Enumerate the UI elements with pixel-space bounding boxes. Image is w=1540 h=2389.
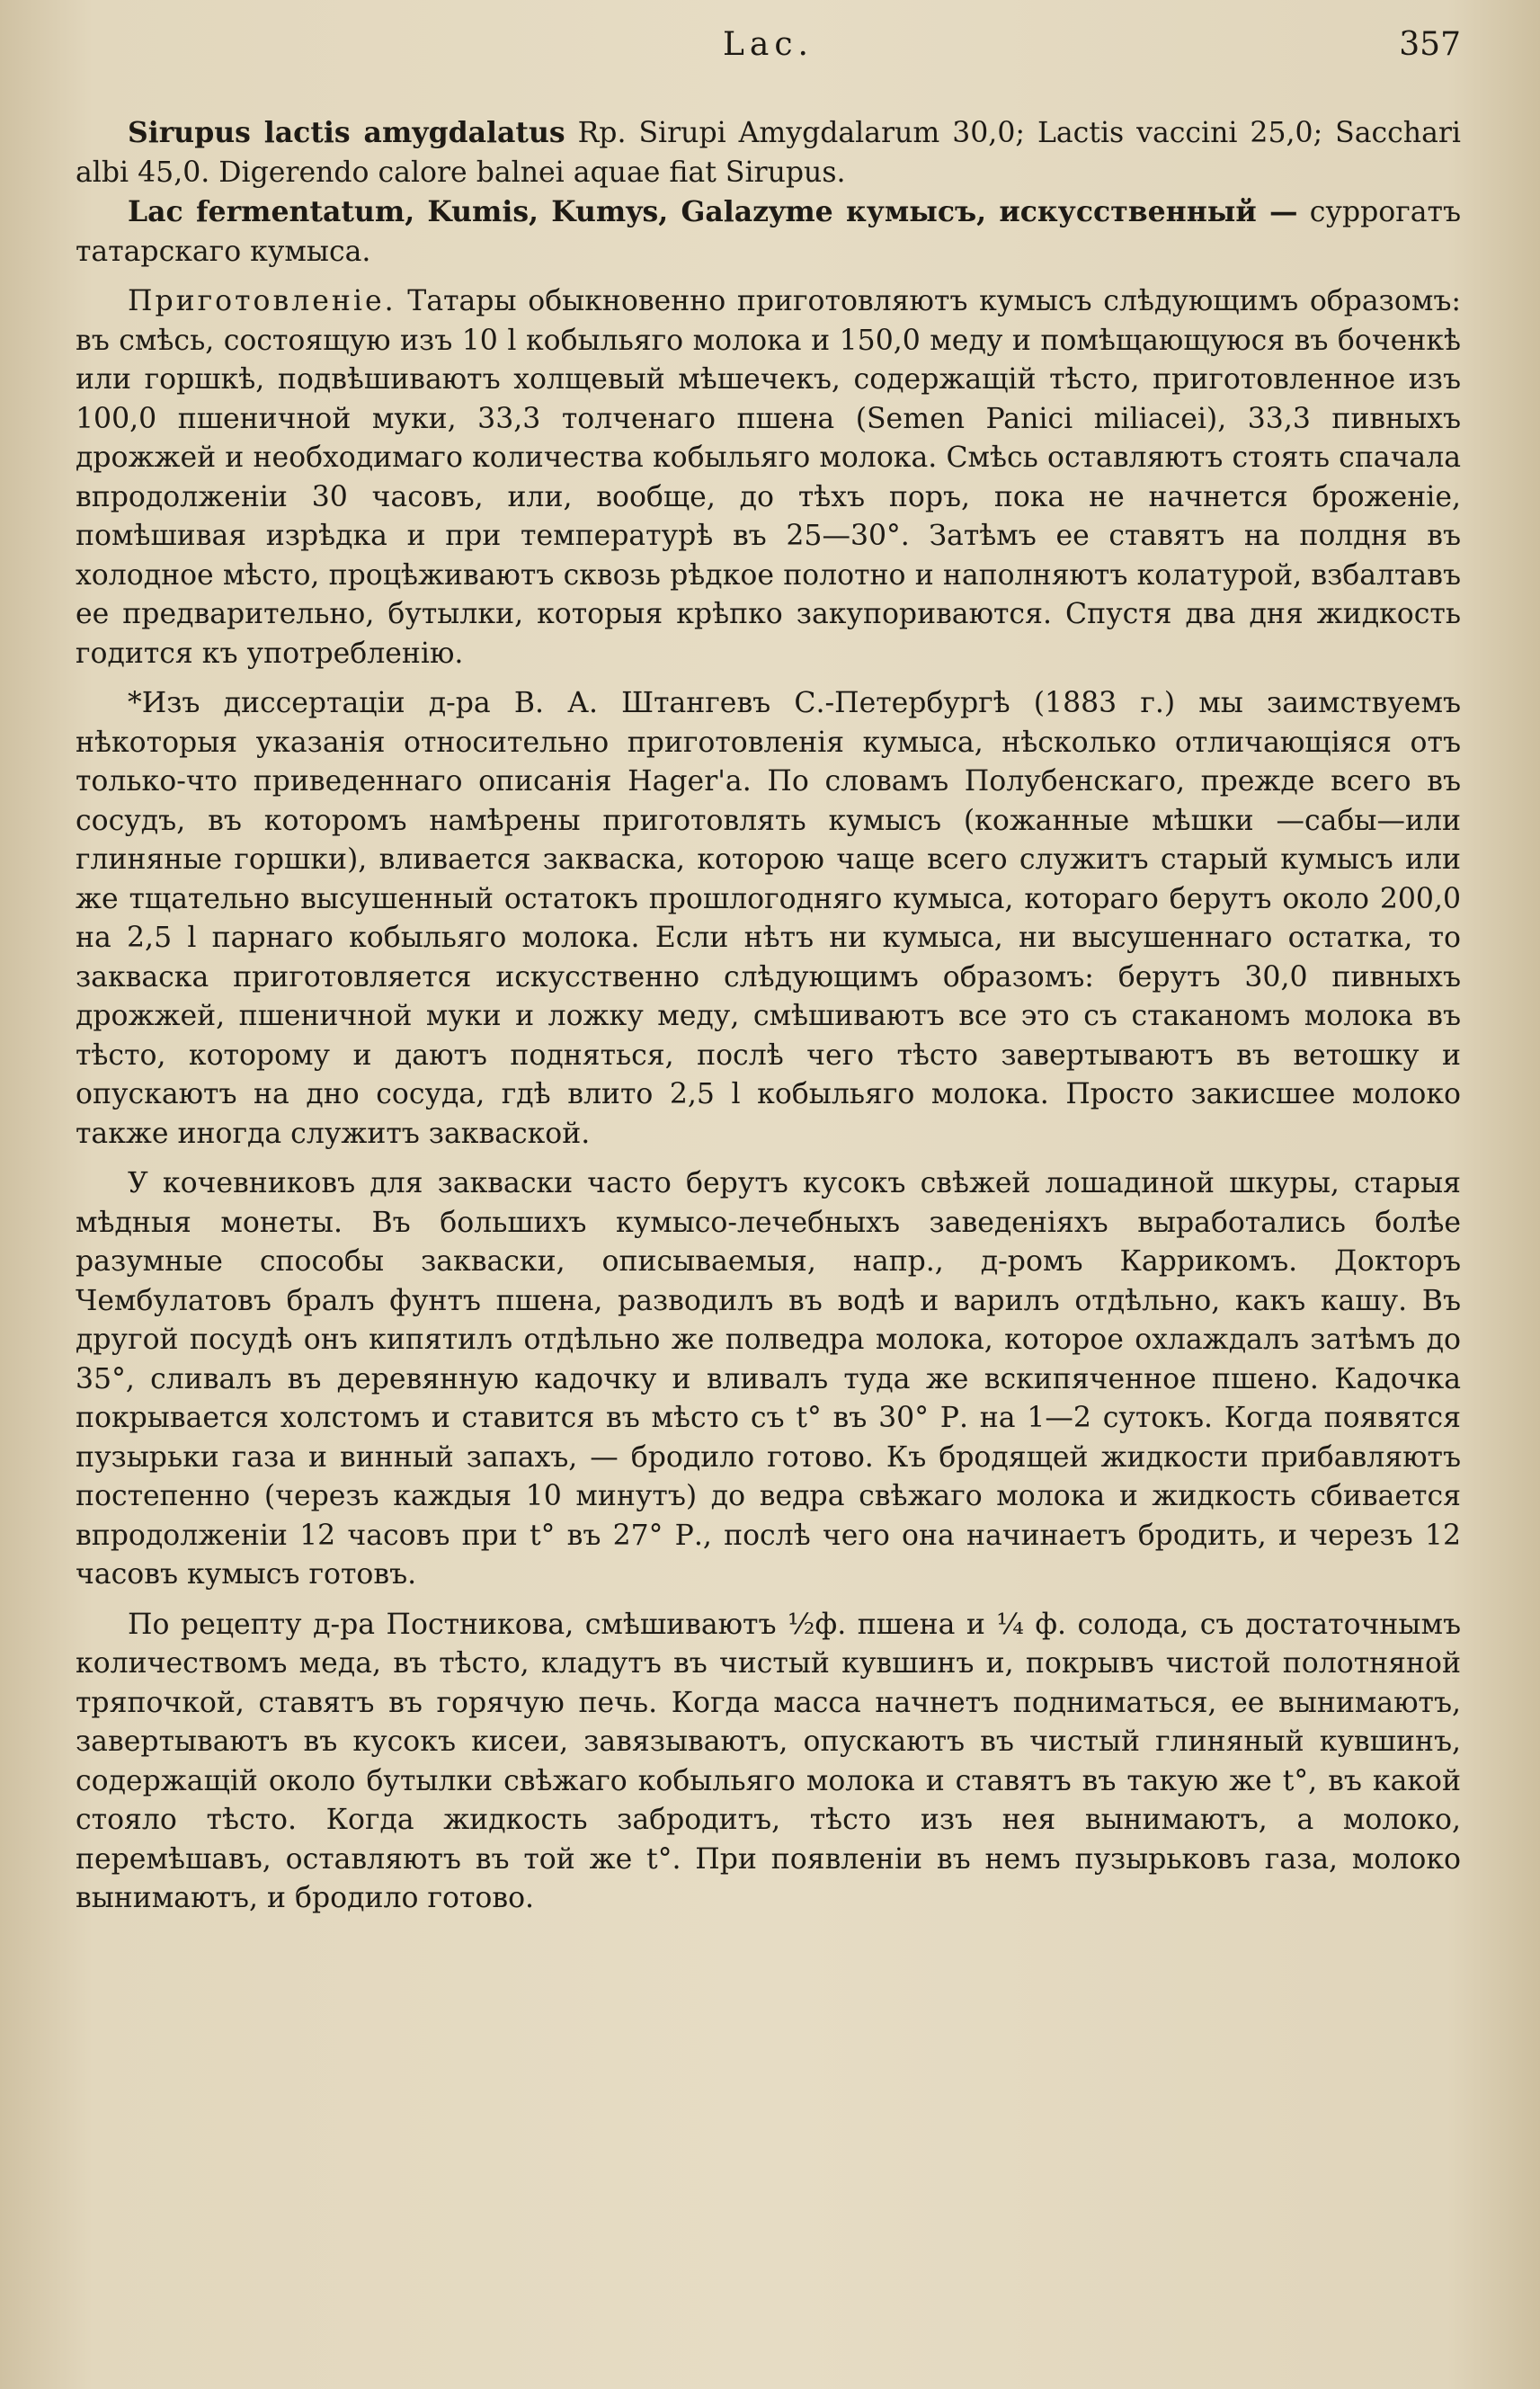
entry-heading-sirupus: Sirupus lactis amygdalatus [128, 116, 565, 149]
paragraph-postnikov-recipe [76, 1606, 1461, 1919]
paragraph-text: Rp. Sirupi Amygdalarum 30,0; Lactis vaccini 25,0; Sacchari albi 45,0. Digerendo calore balnei aquae fiat Sirupus. [76, 117, 1461, 189]
paragraph-text: Татары обыкновенно приготовляютъ кумысъ слѣдующимъ образомъ: въ смѣсь, состоящую изъ 10 l кобыльяго молока и 150,0 меду и помѣщающуюся въ боченкѣ или горшкѣ, подвѣшиваютъ холщевый мѣшечекъ, содержащій тѣсто, приготовленное изъ 100,0 пшеничной муки, 33,3 толченаго пшена (Semen Panici miliacei), 33,3 пивныхъ дрожжей и необходимаго количества кобыльяго молока. Смѣсь оставляютъ стоять спачала впродолженіи 30 часовъ, или, вообще, до тѣхъ поръ, пока не начнется броженіе, помѣшивая изрѣдка и при температурѣ въ 25—30°. Затѣмъ ее ставятъ на полдня въ холодное мѣсто, процѣживаютъ сквозь рѣдкое полотно и наполняютъ колатурой, взбалтавъ ее предварительно, бутылки, которыя крѣпко закупориваются. Спустя два дня жидкость годится къ употребленію. [76, 285, 1461, 670]
paragraph-sirupus [76, 113, 1461, 192]
entry-heading-lac-fermentatum: Lac fermentatum, Kumis, Kumys, Galazyme кумысъ, искусственный — [128, 195, 1298, 228]
paragraph-nomads [76, 1164, 1461, 1595]
paragraph-text: У кочевниковъ для закваски часто берутъ кусокъ свѣжей лошадиной шкуры, старыя мѣдныя монеты. Въ большихъ кумысо-лечебныхъ заведеніяхъ выработались болѣе разумные способы закваски, описываемыя, напр., д-ромъ Каррикомъ. Докторъ Чембулатовъ бралъ фунтъ пшена, разводилъ въ водѣ и варилъ отдѣльно, какъ кашу. Въ другой посудѣ онъ кипятилъ отдѣльно же полведра молока, которое охлаждалъ затѣмъ до 35°, сливалъ въ деревянную кадочку и вливалъ туда же вскипяченное пшено. Кадочка покрывается холстомъ и ставится въ мѣсто съ t° въ 30° Р. на 1—2 сутокъ. Когда появятся пузырьки газа и винный запахъ, — бродило готово. Къ бродящей жидкости прибавляютъ постепенно (черезъ каждыя 10 минутъ) до ведра свѣжаго молока и жидкость сбивается впродолженіи 12 часовъ при t° въ 27° Р., послѣ чего она начинаетъ бродить, и черезъ 12 часовъ кумысъ готовъ. [76, 1167, 1461, 1591]
paragraph-dissertation [76, 684, 1461, 1154]
page-body [76, 113, 1461, 1919]
paragraph-text: По рецепту д-ра Постникова, смѣшиваютъ ½ф. пшена и ¼ ф. солода, съ достаточнымъ количествомъ меда, въ тѣсто, кладутъ въ чистый кувшинъ и, покрывъ чистой полотняной тряпочкой, ставятъ въ горячую печь. Когда масса начнетъ подниматься, ее вынимаютъ, завертываютъ въ кусокъ кисеи, завязываютъ, опускаютъ въ чистый глиняный кувшинъ, содержащій около бутылки свѣжаго кобыльяго молока и ставятъ въ такую же t°, въ какой стояло тѣсто. Когда жидкость забродитъ, тѣсто изъ нея вынимаютъ, а молоко, перемѣшавъ, оставляютъ въ той же t°. При появленіи въ немъ пузырьковъ газа, молоко вынимаютъ, и бродило готово. [76, 1608, 1461, 1914]
paragraph-text: суррогатъ татарскаго кумыса. [76, 196, 1461, 268]
paragraph-preparation [76, 282, 1461, 673]
page-number: 357 [1399, 26, 1461, 63]
section-heading-preparation: Приготовленіе. [128, 285, 396, 317]
page-header [76, 20, 1461, 70]
paragraph-lac-fermentatum [76, 192, 1461, 272]
paragraph-text: *Изъ диссертаціи д-ра В. А. Штангевъ С.-Петербургѣ (1883 г.) мы заимствуемъ нѣкоторыя указанія относительно приготовленія кумыса, нѣсколько отличающіяся отъ только-что приведеннаго описанія Hager'а. По словамъ Полубенскаго, прежде всего въ сосудъ, въ которомъ намѣрены приготовлять кумысъ (кожанные мѣшки —сабы—или глиняные горшки), вливается закваска, которою чаще всего служитъ старый кумысъ или же тщательно высушенный остатокъ прошлогодняго кумыса, котораго берутъ около 200,0 на 2,5 l парнаго кобыльяго молока. Если нѣтъ ни кумыса, ни высушеннаго остатка, то закваска приготовляется искусственно слѣдующимъ образомъ: берутъ 30,0 пивныхъ дрожжей, пшеничной муки и ложку меду, смѣшиваютъ все это съ стаканомъ молока въ тѣсто, которому и даютъ подняться, послѣ чего тѣсто завертываютъ въ ветошку и опускаютъ на дно сосуда, гдѣ влито 2,5 l кобыльяго молока. Просто закисшее молоко также иногда служитъ закваской. [76, 687, 1461, 1150]
running-title: Lac. [723, 26, 814, 63]
